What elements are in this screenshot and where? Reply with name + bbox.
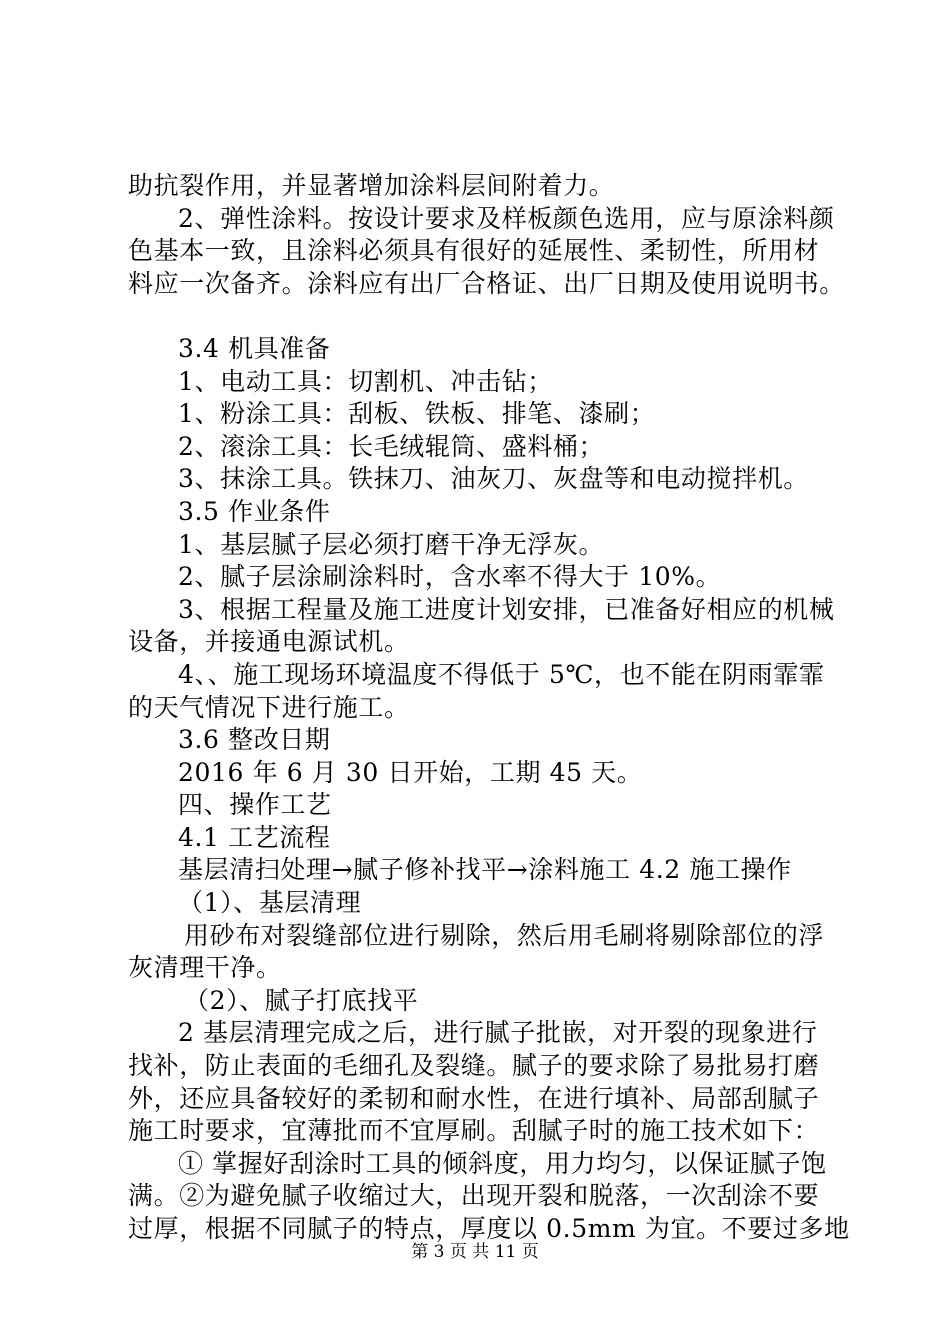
section-heading: 3.6 整改日期: [178, 725, 331, 755]
page-number: 第 3 页 共 11 页: [411, 1242, 539, 1262]
section-heading: 3.4 机具准备: [178, 333, 331, 363]
text-line: 用砂布对裂缝部位进行剔除，然后用毛刷将剔除部位的浮: [184, 920, 825, 950]
text-line: 2、弹性涂料。按设计要求及样板颜色选用，应与原涂料颜: [178, 203, 835, 233]
text-line: 基层清扫处理→腻子修补找平→涂料施工 4.2 施工操作: [178, 855, 792, 885]
section-heading: 3.5 作业条件: [178, 496, 331, 526]
text-line: 助抗裂作用，并显著增加涂料层间附着力。: [128, 171, 615, 200]
text-line: 3、根据工程量及施工进度计划安排，已准备好相应的机械: [178, 594, 835, 624]
text-line: 色基本一致，且涂料必须具有很好的延展性、柔韧性，所用材: [128, 236, 820, 266]
subsection-heading: （1）、基层清理: [178, 888, 362, 918]
text-line: 1、基层腻子层必须打磨干净无浮灰。: [178, 529, 605, 559]
section-heading: 四、操作工艺: [178, 790, 332, 820]
text-line: 满。②为避免腻子收缩过大，出现开裂和脱落，一次刮涂不要: [128, 1181, 820, 1211]
section-heading: 4.1 工艺流程: [178, 822, 331, 852]
text-line: 料应一次备齐。涂料应有出厂合格证、出厂日期及使用说明书。: [128, 268, 845, 298]
text-line: 4、、施工现场环境温度不得低于 5℃，也不能在阴雨霏霏: [178, 659, 825, 689]
text-line: 外，还应具备较好的柔韧和耐水性，在进行填补、局部刮腻子: [128, 1083, 820, 1113]
text-line: 1、电动工具：切割机、冲击钻；: [178, 366, 553, 396]
text-line: ① 掌握好刮涂时工具的倾斜度，用力均匀，以保证腻子饱: [178, 1148, 827, 1178]
subsection-heading: （2）、腻子打底找平: [184, 985, 419, 1015]
text-line: 过厚，根据不同腻子的特点，厚度以 0.5mm 为宜。不要过多地: [128, 1214, 850, 1243]
text-line: 施工时要求，宜薄批而不宜厚刷。刮腻子时的施工技术如下：: [128, 1116, 820, 1146]
text-line: 的天气情况下进行施工。: [128, 692, 410, 722]
text-line: 灰清理干净。: [128, 953, 282, 983]
text-line: 2、滚涂工具：长毛绒辊筒、盛料桶；: [178, 431, 605, 461]
blank-line: [128, 300, 840, 333]
text-line: 设备，并接通电源试机。: [128, 627, 410, 657]
text-line: 2、腻子层涂刷涂料时，含水率不得大于 10%。: [178, 562, 722, 592]
page-footer: [0, 1242, 950, 1262]
text-line: 2016 年 6 月 30 日开始，工期 45 天。: [178, 757, 643, 787]
text-line: 找补，防止表面的毛细孔及裂缝。腻子的要求除了易批易打磨: [128, 1051, 820, 1081]
text-line: 3、抹涂工具。铁抹刀、油灰刀、灰盘等和电动搅拌机。: [178, 464, 809, 494]
text-line: 1、粉涂工具：刮板、铁板、排笔、漆刷；: [178, 399, 656, 429]
document-body: [128, 170, 850, 1246]
text-line: 2 基层清理完成之后，进行腻子批嵌，对开裂的现象进行: [178, 1018, 818, 1048]
